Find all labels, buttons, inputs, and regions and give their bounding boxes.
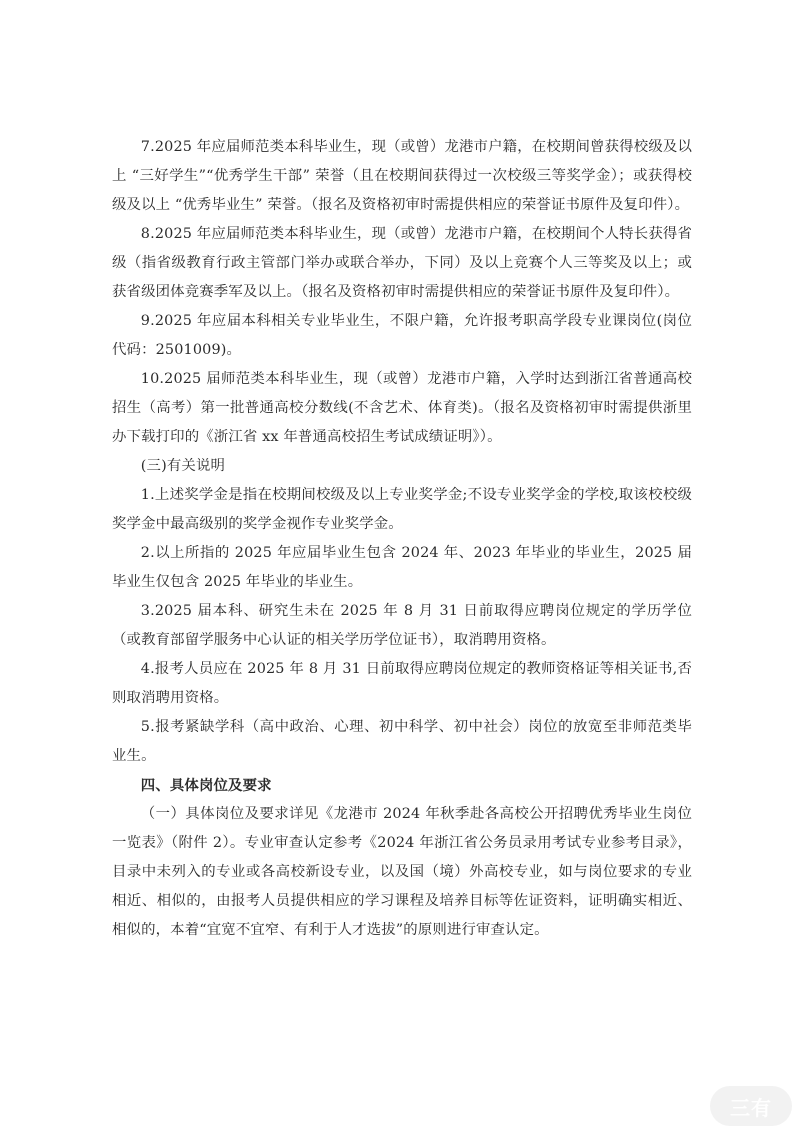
note-item-4: 4.报考人员应在 2025 年 8 月 31 日前取得应聘岗位规定的教师资格证等相关证书,否则取消聘用资格。	[112, 661, 692, 706]
paragraph-item-7: 7.2025 年应届师范类本科毕业生，现（或曾）龙港市户籍，在校期间曾获得校级及以上 “三好学生”“优秀学生干部” 荣誉（且在校期间获得过一次校级三等奖学金）；或获得校级及以上 “优秀毕业生” 荣誉。（报名及资格初审时需提供相应的荣誉证书原件及复印件）。	[112, 139, 692, 213]
positions-paragraph: （一）具体岗位及要求详见《龙港市 2024 年秋季赴各高校公开招聘优秀毕业生岗位一览表》（附件 2）。专业审查认定参考《2024 年浙江省公务员录用考试专业参考目录》，目录中未列入的专业或各高校新设专业，以及国（境）外高校专业，如与岗位要求的专业相近、相似的，由报考人员提供相应的学习课程及培养目标等佐证资料，证明确实相近、相似的，本着“宜宽不宜窄、有利于人才选拔”的原则进行审查认定。	[112, 806, 692, 938]
app-watermark-badge	[710, 1086, 792, 1126]
section-heading: 四、具体岗位及要求	[140, 777, 272, 794]
note-item-2: 2.以上所指的 2025 年应届毕业生包含 2024 年、2023 年毕业的毕业生，2025 届毕业生仅包含 2025 年毕业的毕业生。	[112, 545, 692, 590]
note-item-1: 1.上述奖学金是指在校期间校级及以上专业奖学金;不设专业奖学金的学校,取该校校级奖学金中最高级别的奖学金视作专业奖学金。	[112, 487, 692, 532]
note-item-5: 5.报考紧缺学科（高中政治、心理、初中科学、初中社会）岗位的放宽至非师范类毕业生。	[112, 719, 692, 764]
watermark-logo-text: 三有	[730, 1095, 772, 1120]
paragraph-item-9: 9.2025 年应届本科相关专业毕业生，不限户籍，允许报考职高学段专业课岗位(岗位代码：2501009)。	[112, 313, 692, 358]
document-body	[112, 133, 692, 945]
note-item-3: 3.2025 届本科、研究生未在 2025 年 8 月 31 日前取得应聘岗位规定的学历学位（或教育部留学服务中心认证的相关学历学位证书），取消聘用资格。	[112, 603, 692, 648]
subsection-heading-notes: (三)有关说明	[140, 458, 226, 474]
paragraph-item-10: 10.2025 届师范类本科毕业生，现（或曾）龙港市户籍，入学时达到浙江省普通高校招生（高考）第一批普通高校分数线(不含艺术、体育类)。（报名及资格初审时需提供浙里办下载打印的《浙江省 xx 年普通高校招生考试成绩证明》）。	[112, 371, 692, 445]
paragraph-item-8: 8.2025 年应届师范类本科毕业生，现（或曾）龙港市户籍，在校期间个人特长获得省级（指省级教育行政主管部门举办或联合举办，下同）及以上竞赛个人三等奖及以上；或获省级团体竞赛季军及以上。（报名及资格初审时需提供相应的荣誉证书原件及复印件）。	[112, 226, 692, 300]
